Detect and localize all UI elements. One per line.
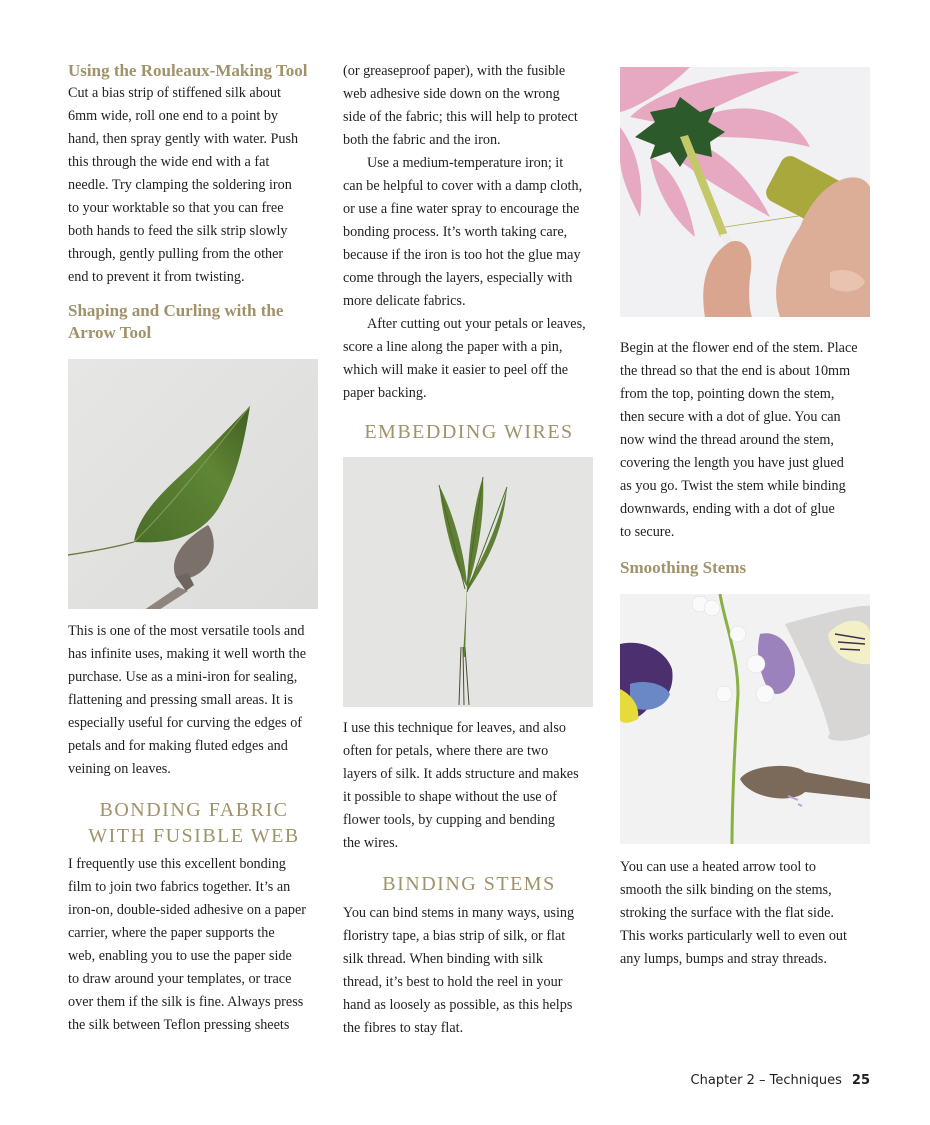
heading-binding-stems: BINDING STEMS [382,873,556,895]
text-line: flower tools, by cupping and bending [343,812,555,828]
text-line: because if the iron is too hot the glue may [343,247,581,263]
text-line: web adhesive side down on the wrong [343,86,560,102]
text-line: it possible to shape without the use of [343,789,557,805]
text-line: can be helpful to cover with a damp cloth, [343,178,583,194]
text-line: the fibres to stay flat. [343,1020,464,1036]
text-line: downwards, ending with a dot of glue [620,501,835,517]
text-line: needle. Try clamping the soldering iron [68,177,292,193]
text-line: 6mm wide, roll one end to a point by [68,108,279,124]
text-line: end to prevent it from twisting. [68,269,245,285]
text-line: to secure. [620,524,675,540]
heading-bonding-line-2: WITH FUSIBLE WEB [88,825,300,847]
paragraph-rouleaux [68,82,320,289]
photo-leaf-arrow-tool [68,359,318,609]
heading-embedding-wires: EMBEDDING WIRES [364,421,574,443]
heading-arrow-tool: Shaping and Curling with the Arrow Tool [68,301,284,342]
text-line: side of the fabric; this will help to protect [343,109,578,125]
footer-chapter: Chapter 2 – Techniques [690,1073,842,1088]
text-line: often for petals, where there are two [343,743,549,759]
text-line: This works particularly well to even out [620,928,847,944]
text-line: Begin at the flower end of the stem. Place [620,340,858,356]
text-line: any lumps, bumps and stray threads. [620,951,827,967]
text-line: carrier, where the paper supports the [68,925,275,941]
text-line: to your worktable so that you can free [68,200,284,216]
text-line: Cut a bias strip of stiffened silk about [68,85,281,101]
heading-smoothing-stems: Smoothing Stems [620,558,747,577]
text-line: smooth the silk binding on the stems, [620,882,832,898]
text-line: After cutting out your petals or leaves, [367,316,586,332]
photo-smoothing-stems [620,594,870,844]
text-line: This is one of the most versatile tools and [68,623,305,639]
text-line: film to join two fabrics together. It’s an [68,879,291,895]
text-line: veining on leaves. [68,761,171,777]
text-line: or use a fine water spray to encourage the [343,201,580,217]
text-line: bonding process. It’s worth taking care, [343,224,568,240]
text-line: come through the layers, especially with [343,270,573,286]
paragraph-bonding [68,853,320,1037]
text-line: I frequently use this excellent bonding [68,856,286,872]
photo-embedded-wire-leaves [343,457,593,707]
text-line: petals and for making fluted edges and [68,738,288,754]
text-line: web, enabling you to use the paper side [68,948,292,964]
text-line: flattening and pressing small areas. It is [68,692,293,708]
text-line: hand as loosely as possible, as this helps [343,997,573,1013]
page-footer [691,1073,870,1088]
text-line: covering the length you have just glued [620,455,844,471]
text-line: iron-on, double-sided adhesive on a paper [68,902,306,918]
paragraph-bonding-continued [343,60,595,152]
text-line: then secure with a dot of glue. You can [620,409,841,425]
text-line: silk thread. When binding with silk [343,951,543,967]
text-line: both hands to feed the silk strip slowly [68,223,288,239]
text-line: layers of silk. It adds structure and makes [343,766,579,782]
text-line: thread, it’s best to hold the reel in your [343,974,563,990]
text-line: both the fabric and the iron. [343,132,501,148]
text-line: (or greaseproof paper), with the fusible [343,63,566,79]
text-line: more delicate fabrics. [343,293,466,309]
text-line: now wind the thread around the stem, [620,432,834,448]
column-2 [343,60,595,1040]
text-line: score a line along the paper with a pin, [343,339,563,355]
text-line: to draw around your templates, or trace [68,971,292,987]
paragraph-smoothing [620,856,872,971]
text-line: over them if the silk is fine. Always press [68,994,304,1010]
text-line: especially useful for curving the edges of [68,715,303,731]
paragraph-embedding [343,717,595,855]
text-line: the silk between Teflon pressing sheets [68,1017,290,1033]
text-line: the thread so that the end is about 10mm [620,363,851,379]
text-line: You can use a heated arrow tool to [620,859,816,875]
text-line: which will make it easier to peel off the [343,362,569,378]
text-line: Use a medium-temperature iron; it [367,155,564,171]
text-line: paper backing. [343,385,427,401]
text-line: stroking the surface with the flat side. [620,905,834,921]
page-number: 25 [851,1073,870,1088]
text-line: You can bind stems in many ways, using [343,905,575,921]
text-line: from the top, pointing down the stem, [620,386,835,402]
paragraph-cutting [343,313,595,405]
text-line: hand, then spray gently with water. Push [68,131,299,147]
heading-bonding-fabric [68,797,320,849]
heading-rouleaux: Using the Rouleaux-Making Tool [68,61,308,80]
text-line: I use this technique for leaves, and also [343,720,566,736]
text-line: floristry tape, a bias strip of silk, or flat [343,928,566,944]
text-line: as you go. Twist the stem while binding [620,478,846,494]
paragraph-iron [343,152,595,313]
column-1 [68,60,320,1037]
paragraph-arrow-tool [68,620,320,781]
text-line: purchase. Use as a mini-iron for sealing, [68,669,298,685]
text-line: the wires. [343,835,399,851]
column-3 [620,67,872,971]
paragraph-binding [343,902,595,1040]
photo-binding-stem-thread [620,67,870,317]
text-line: has infinite uses, making it well worth the [68,646,306,662]
paragraph-binding-continued [620,337,872,544]
text-line: through, gently pulling from the other [68,246,284,262]
text-line: this through the wide end with a fat [68,154,270,170]
heading-bonding-line-1: BONDING FABRIC [99,799,289,821]
